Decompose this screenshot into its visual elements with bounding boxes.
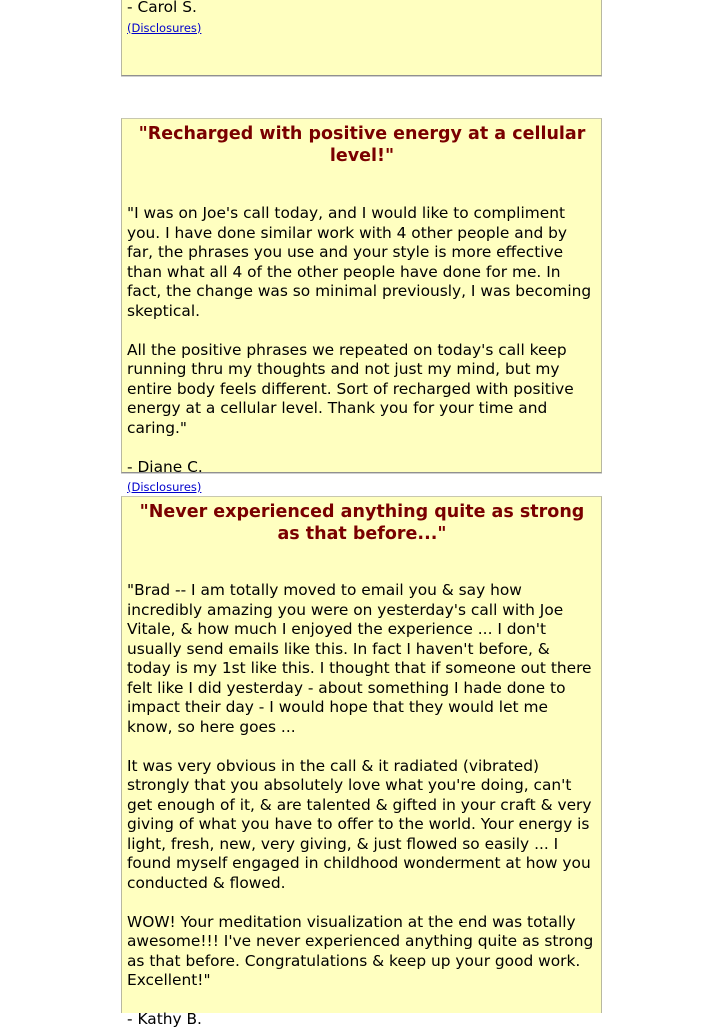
testimonial-paragraph: "I was on Joe's call today, and I would like to compliment you. I have done similar work with 4 other people and by far, the phrases you use and your style is more effective than what all 4 of the other people have done for me. In fact, the change was so minimal previously, I was becoming skeptical. bbox=[127, 204, 592, 320]
testimonial-paragraph: "Brad -- I am totally moved to email you & say how incredibly amazing you were on yesterday's call with Joe Vitale, & how much I enjoyed the experience ... I don't usually send emails like this. In fact I haven't before, & today is my 1st like this. I thought that if someone out there felt like I did yesterday - about something I hade done to impact their day - I would hope that they would let me know, so here goes ... bbox=[127, 581, 592, 736]
testimonial-signature: - Diane C. bbox=[127, 457, 203, 476]
testimonial-paragraph: WOW! Your meditation visualization at the end was totally awesome!!! I've never experienced anything quite as strong as that before. Congratulations & keep up your good work. Excellent!" bbox=[127, 912, 594, 989]
testimonial-card-kathy bbox=[121, 496, 602, 1028]
testimonial-paragraph: All the positive phrases we repeated on today's call keep running thru my thoughts and not just my mind, but my entire body feels different. Sort of recharged with positive energy at a cellular level. Thank you for your time and caring." bbox=[127, 340, 574, 437]
testimonial-card-diane bbox=[121, 118, 602, 494]
testimonial-paragraph: It was very obvious in the call & it radiated (vibrated) strongly that you absolutely love what you're doing, can't get enough of it, & are talented & gifted in your craft & very giving of what you have to offer to the world. Your energy is light, fresh, new, very giving, & just flowed so easily ... I found myself engaged in childhood wonderment at how you conducted & flowed. bbox=[127, 756, 592, 892]
disclosures-link[interactable]: (Disclosures) bbox=[127, 20, 202, 35]
testimonial-content bbox=[127, 501, 597, 1030]
testimonial-title: "Recharged with positive energy at a cellular level!" bbox=[138, 124, 586, 166]
disclosures-link[interactable]: (Disclosures) bbox=[127, 480, 202, 494]
testimonial-title: "Never experienced anything quite as strong as that before..." bbox=[139, 502, 585, 544]
testimonial-card-carol bbox=[121, 0, 602, 76]
testimonial-content bbox=[127, 0, 597, 37]
testimonial-content bbox=[127, 123, 597, 497]
testimonial-signature: - Carol S. bbox=[127, 0, 197, 16]
testimonial-signature: - Kathy B. bbox=[127, 1010, 202, 1028]
